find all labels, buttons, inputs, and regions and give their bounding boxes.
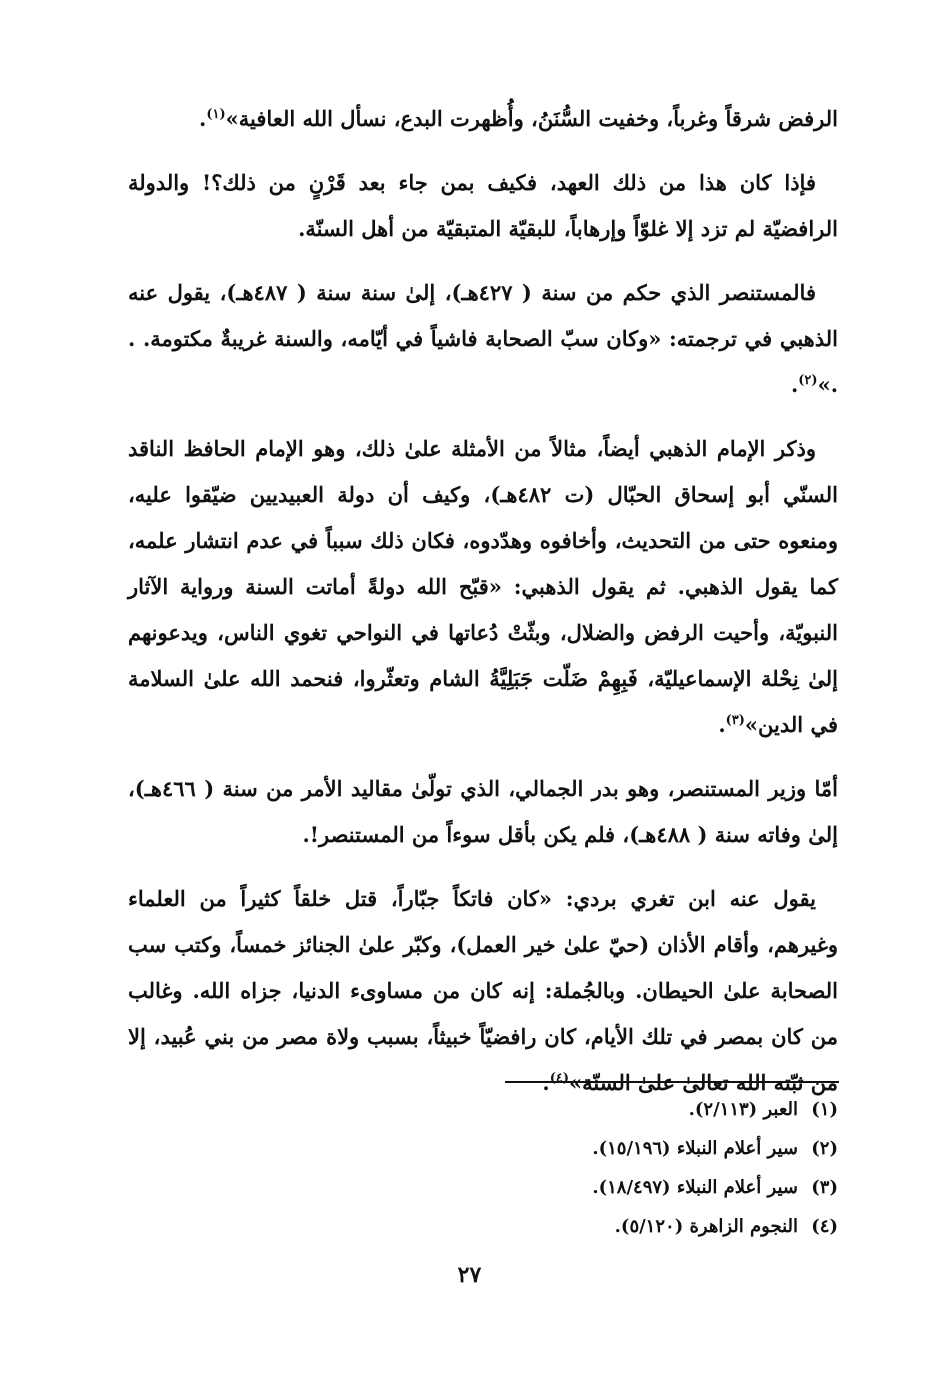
footnote-ref-1: (١) [206, 107, 226, 122]
footnote-ref-4: (٤) [549, 1071, 570, 1086]
footnote-ref-3: (٣) [725, 713, 745, 728]
paragraph-2: فإذا كان هذا من ذلك العهد، فكيف بمن جاء بعد قَرْنٍ من ذلك؟! والدولة الرافضيّة لم تزد إلا غلوّاً وإرهاباً، للبقيّة المتبقيّة من أهل السنّة. [128, 170, 838, 241]
footnote-separator [505, 1081, 839, 1083]
footnote-number: (٤) [811, 1216, 838, 1237]
footnote-1: (١)العبر (٢/١١٣). [300, 1090, 838, 1129]
main-text [128, 96, 838, 1124]
footnotes [300, 1090, 838, 1246]
footnote-2: (٢)سير أعلام النبلاء (١٥/١٩٦). [300, 1129, 838, 1168]
footnote-number: (١) [811, 1099, 838, 1120]
footnote-number: (٢) [811, 1138, 838, 1159]
paragraph-1: الرفض شرقاً وغرباً، وخفيت السُّنَنُ، وأُظهرت البدع، نسأل الله العافية»$^{(١)}$. [199, 106, 838, 131]
footnote-number: (٣) [811, 1177, 838, 1198]
paragraph-5: أمّا وزير المستنصر، وهو بدر الجمالي، الذي تولّىٰ مقاليد الأمر من سنة ( ٤٦٦هـ)، إلىٰ وفاته سنة ( ٤٨٨هـ)، فلم يكن بأقل سوءاً من المستنصر!. [128, 776, 838, 847]
page-number: ٢٧ [457, 1262, 482, 1288]
footnote-4: (٤)النجوم الزاهرة (٥/١٢٠). [300, 1207, 838, 1246]
paragraph-6: يقول عنه ابن تغري بردي: «كان فاتكاً جبّاراً، قتل خلقاً كثيراً من العلماء وغيرهم، وأقام الأذان (حيّ علىٰ خير العمل)، وكبّر علىٰ الجنائز خمساً، وكتب سب الصحابة علىٰ الحيطان. وبالجُملة: إنه كان من مساوىء الدنيا، جزاه الله. وغالب من كان بمصر في تلك الأيام، كان رافضيّاً خبيثاً، بسبب ولاة مصر من بني عُبيد، إلا من ثبّته الله تعالىٰ علىٰ السنّة»$^{(٤)}$. [128, 886, 838, 1095]
footnote-ref-2: (٢) [798, 373, 818, 388]
footnote-3: (٣)سير أعلام النبلاء (١٨/٤٩٧). [300, 1168, 838, 1207]
paragraph-4: وذكر الإمام الذهبي أيضاً، مثالاً من الأمثلة علىٰ ذلك، وهو الإمام الحافظ الناقد السنّي أبو إسحاق الحبّال (ت ٤٨٢هـ)، وكيف أن دولة العبيديين ضيّقوا عليه، ومنعوه حتى من التحديث، وأخافوه وهدّدوه، فكان ذلك سبباً في عدم انتشار علمه، كما يقول الذهبي. ثم يقول الذهبي: «قبّح الله دولةً أماتت السنة ورواية الآثار النبويّة، وأحيت الرفض والضلال، وبثّتْ دُعاتها في النواحي تغوي الناس، ويدعونهم إلىٰ نِحْلة الإسماعيليّة، فَبِهِمْ ضَلّت جَبَلِيَّةُ الشام وتعثّروا، فنحمد الله علىٰ السلامة في الدين»$^{(٣)}$. [128, 436, 838, 737]
paragraph-3: فالمستنصر الذي حكم من سنة ( ٤٢٧هـ)، إلىٰ سنة سنة ( ٤٨٧هـ)، يقول عنه الذهبي في ترجمته: «وكان سبّ الصحابة فاشياً في أيّامه، والسنة غريبةٌ مكتومة. . .»$^{(٢)}$. [128, 280, 838, 397]
